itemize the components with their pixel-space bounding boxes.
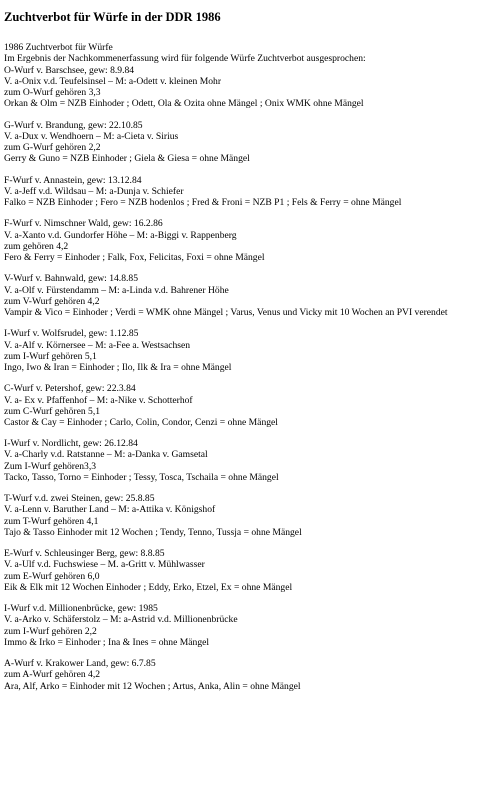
text-line: Ara, Alf, Arko = Einhoder mit 12 Wochen ; Artus, Anka, Alin = ohne Mängel: [4, 680, 301, 692]
text-line: zum gehören 4,2: [4, 240, 69, 252]
page-title: Zuchtverbot für Würfe in der DDR 1986: [4, 10, 221, 24]
document-page: [4, 0, 491, 702]
text-line: V. a-Olf v. Fürstendamm – M: a-Linda v.d. Bahrener Höhe: [4, 284, 229, 296]
text-line: zum E-Wurf gehören 6,0: [4, 570, 100, 582]
text-line: Orkan & Olm = NZB Einhoder ; Odett, Ola & Ozita ohne Mängel ; Onix WMK ohne Mängel: [4, 98, 364, 110]
text-line: V. a-Ulf v.d. Fuchswiese – M. a-Gritt v. Mühlwasser: [4, 559, 205, 571]
litter-block-f-wurf-nimschner-wald: [4, 218, 491, 263]
text-line: V. a-Arko v. Schäferstolz – M: a-Astrid v.d. Millionenbrücke: [4, 614, 238, 626]
text-line: zum T-Wurf gehören 4,1: [4, 515, 99, 527]
text-line: Gerry & Guno = NZB Einhoder ; Giela & Giesa = ohne Mängel: [4, 153, 250, 165]
text-line: Falko = NZB Einhoder ; Fero = NZB hodenlos ; Fred & Froni = NZB P1 ; Fels & Ferry = ohne Mängel: [4, 197, 402, 209]
text-line: V. a-Onix v.d. Teufelsinsel – M: a-Odett v. kleinen Mohr: [4, 75, 222, 87]
litter-block-i-wurf-nordlicht: [4, 438, 491, 483]
text-line: Immo & Irko = Einhoder ; Ina & Ines = ohne Mängel: [4, 637, 210, 649]
text-line: Im Ergebnis der Nachkommenerfassung wird für folgende Würfe Zuchtverbot ausgesprochen:: [4, 53, 366, 65]
text-line: V. a- Ex v. Pfaffenhof – M: a-Nike v. Schotterhof: [4, 394, 193, 406]
text-line: zum I-Wurf gehören 2,2: [4, 625, 97, 637]
litter-block-i-wurf-wolfsrudel: [4, 328, 491, 373]
text-line: V-Wurf v. Bahnwald, gew: 14.8.85: [4, 273, 138, 285]
text-line: Tacko, Tasso, Torno = Einhoder ; Tessy, Tosca, Tschaila = ohne Mängel: [4, 472, 279, 484]
text-line: V. a-Xanto v.d. Gundorfer Höhe – M: a-Biggi v. Rappenberg: [4, 229, 237, 241]
text-line: V. a-Lenn v. Baruther Land – M: a-Attika v. Königshof: [4, 504, 216, 516]
text-line: Eik & Elk mit 12 Wochen Einhoder ; Eddy, Erko, Etzel, Ex = ohne Mängel: [4, 582, 293, 594]
text-line: Vampir & Vico = Einhoder ; Verdi = WMK ohne Mängel ; Varus, Venus und Vicky mit 10 Wochen an PVI verendet: [4, 307, 448, 319]
text-line: I-Wurf v. Nordlicht, gew: 26.12.84: [4, 438, 138, 450]
text-line: Zum I-Wurf gehören3,3: [4, 460, 97, 472]
litter-block-f-wurf-annastein: [4, 175, 491, 209]
text-line: zum O-Wurf gehören 3,3: [4, 87, 101, 99]
text-line: zum I-Wurf gehören 5,1: [4, 350, 97, 362]
text-line: zum G-Wurf gehören 2,2: [4, 142, 101, 154]
text-line: V. a-Alf v. Körnersee – M: a-Fee a. Westsachsen: [4, 339, 191, 351]
litter-list: [4, 42, 491, 692]
litter-block-t-wurf-zwei-steinen: [4, 493, 491, 538]
text-line: C-Wurf v. Petershof, gew: 22.3.84: [4, 383, 136, 395]
litter-block-c-wurf-petershof: [4, 383, 491, 428]
text-line: O-Wurf v. Barschsee, gew: 8.9.84: [4, 64, 135, 76]
text-line: zum V-Wurf gehören 4,2: [4, 295, 100, 307]
litter-block-intro: [4, 42, 491, 110]
litter-block-g-wurf-brandung: [4, 120, 491, 165]
text-line: E-Wurf v. Schleusinger Berg, gew: 8.8.85: [4, 548, 165, 560]
text-line: zum C-Wurf gehören 5,1: [4, 405, 101, 417]
text-line: I-Wurf v. Wolfsrudel, gew: 1.12.85: [4, 328, 139, 340]
litter-block-a-wurf-krakower-land: [4, 658, 491, 692]
litter-block-v-wurf-bahnwald: [4, 273, 491, 318]
text-line: Castor & Cay = Einhoder ; Carlo, Colin, Condor, Cenzi = ohne Mängel: [4, 417, 278, 429]
text-line: T-Wurf v.d. zwei Steinen, gew: 25.8.85: [4, 493, 155, 505]
litter-block-i-wurf-millionenbruecke: [4, 603, 491, 648]
text-line: Fero & Ferry = Einhoder ; Falk, Fox, Felicitas, Foxi = ohne Mängel: [4, 252, 265, 264]
text-line: F-Wurf v. Annastein, gew: 13.12.84: [4, 174, 142, 186]
litter-block-e-wurf-schleusinger-berg: [4, 548, 491, 593]
text-line: I-Wurf v.d. Millionenbrücke, gew: 1985: [4, 603, 158, 615]
text-line: G-Wurf v. Brandung, gew: 22.10.85: [4, 119, 143, 131]
text-line: 1986 Zuchtverbot für Würfe: [4, 42, 113, 53]
text-line: zum A-Wurf gehören 4,2: [4, 669, 101, 681]
text-line: V. a-Charly v.d. Ratstanne – M: a-Danka v. Gamsetal: [4, 449, 208, 461]
text-line: F-Wurf v. Nimschner Wald, gew: 16.2.86: [4, 218, 163, 230]
text-line: V. a-Dux v. Wendhoern – M: a-Cieta v. Sirius: [4, 130, 179, 142]
text-line: Tajo & Tasso Einhoder mit 12 Wochen ; Tendy, Tenno, Tussja = ohne Mängel: [4, 527, 302, 539]
text-line: Ingo, Iwo & Iran = Einhoder ; Ilo, Ilk & Ira = ohne Mängel: [4, 362, 232, 374]
text-line: V. a-Jeff v.d. Wildsau – M: a-Dunja v. Schiefer: [4, 185, 184, 197]
text-line: A-Wurf v. Krakower Land, gew: 6.7.85: [4, 658, 156, 670]
